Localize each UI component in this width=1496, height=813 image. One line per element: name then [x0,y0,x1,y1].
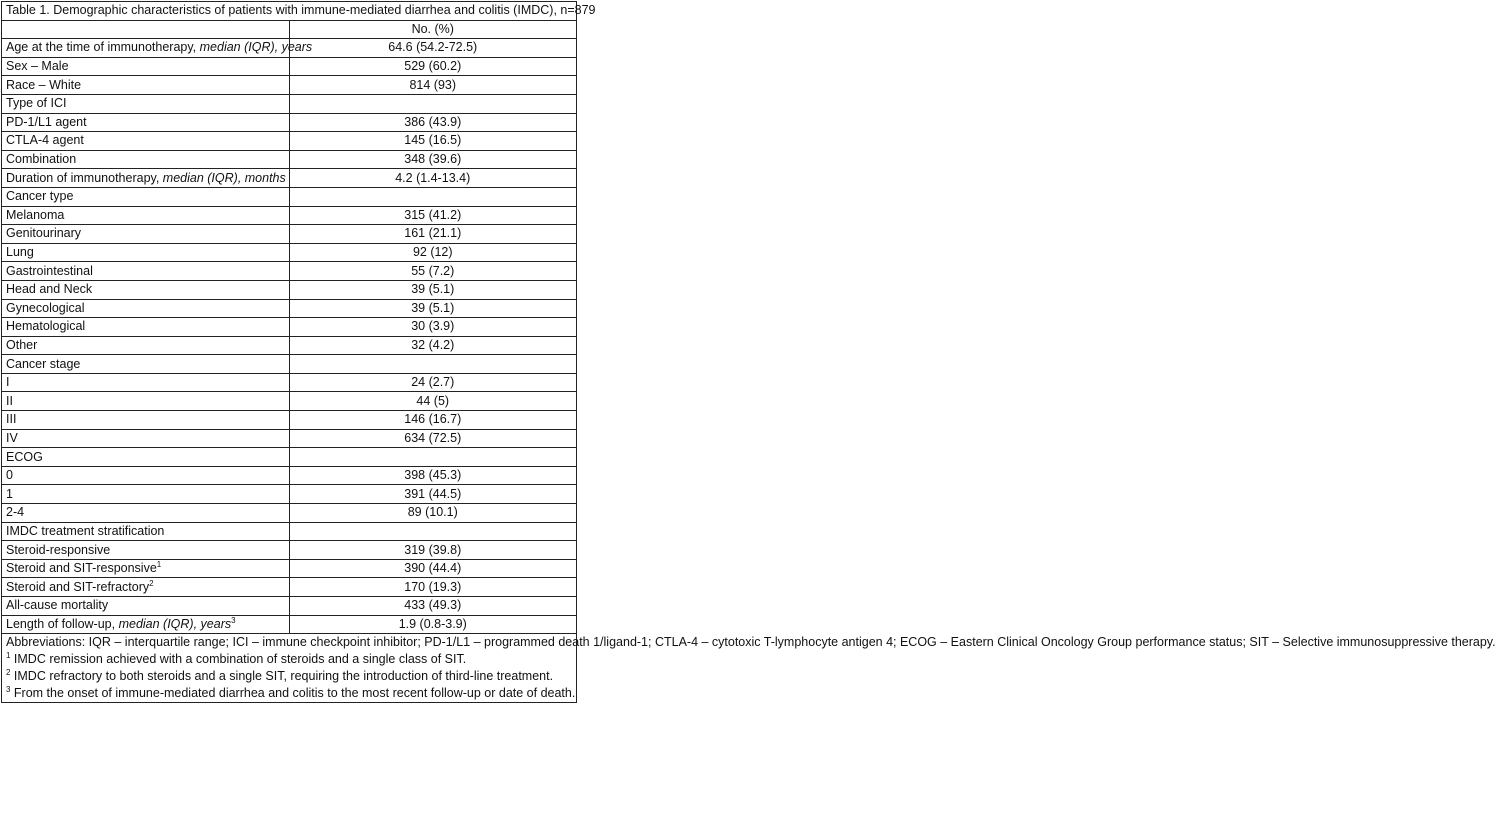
table-row [2,318,577,337]
row-label [2,113,290,132]
table-row [2,225,577,244]
row-value: 161 (21.1) [289,225,577,244]
row-label-text: Combination [6,152,77,167]
row-label-text: Cancer stage [6,356,81,371]
table-row [2,392,577,411]
row-label [2,485,290,504]
row-label [2,169,290,188]
row-value: 529 (60.2) [289,57,577,76]
table-row [2,243,577,262]
abbreviations-note: Abbreviations: IQR – interquartile range; ICI – immune checkpoint inhibitor; PD-1/L1 – programmed death 1/ligand-1; CTLA-4 – cytotoxic T-lymphocyte antigen 4; ECOG – Eastern Clinical Oncology Group performance status; SIT – Selective immunosuppressive therapy. [6,635,1496,650]
row-value: 32 (4.2) [289,336,577,355]
row-label [2,225,290,244]
row-value: 64.6 (54.2-72.5) [289,39,577,58]
row-value: 814 (93) [289,76,577,95]
row-label-text: Race – White [6,77,82,92]
table-footer [2,634,1496,703]
table-row [2,150,577,169]
table-row [2,373,577,392]
footnote-mark: 1 [156,559,162,569]
row-label-text: Melanoma [6,207,65,222]
row-value: 391 (44.5) [289,485,577,504]
table-row [2,132,577,151]
table-row [2,355,577,374]
table-row [2,559,577,578]
row-label [2,187,290,206]
table-row [2,504,577,523]
row-label [2,94,290,113]
footnotes-cell [2,634,1496,703]
row-value: 634 (72.5) [289,429,577,448]
table-caption: Table 1. Demographic characteristics of patients with immune-mediated diarrhea and colitis (IMDC), n=879 [2,2,577,21]
row-label-text: I [6,375,10,390]
row-label [2,615,290,634]
row-label [2,243,290,262]
row-label [2,559,290,578]
row-label [2,336,290,355]
row-value: 24 (2.7) [289,373,577,392]
row-label-text: III [6,412,17,427]
row-label [2,150,290,169]
row-label-text: Length of follow-up, [6,616,119,631]
row-label-text: Gynecological [6,300,85,315]
header-value-cell: No. (%) [289,20,577,39]
row-label-text: IMDC treatment stratification [6,523,165,538]
row-label-text: Age at the time of immunotherapy, [6,40,200,55]
footnote-1 [6,651,572,668]
table-row [2,39,577,58]
row-label-text: Lung [6,245,34,260]
row-value [289,522,577,541]
row-label [2,448,290,467]
row-value: 146 (16.7) [289,411,577,430]
row-label-text: CTLA-4 agent [6,133,84,148]
row-label-text: 1 [6,486,13,501]
row-value: 39 (5.1) [289,280,577,299]
row-value [289,94,577,113]
table-row [2,336,577,355]
row-value: 390 (44.4) [289,559,577,578]
row-value: 433 (49.3) [289,597,577,616]
row-value [289,448,577,467]
row-value: 319 (39.8) [289,541,577,560]
footnote-2 [6,668,572,685]
table-row [2,597,577,616]
table-row [2,448,577,467]
row-value: 30 (3.9) [289,318,577,337]
table-row [2,411,577,430]
row-label [2,392,290,411]
row-label-text: Steroid and SIT-responsive [6,561,157,576]
row-label [2,373,290,392]
caption-row [2,2,577,21]
footnote-1-text: IMDC remission achieved with a combination of steroids and a single class of SIT. [10,652,467,667]
row-value: 386 (43.9) [289,113,577,132]
row-label-text: Genitourinary [6,226,82,241]
table-row [2,57,577,76]
row-label-text: Other [6,337,38,352]
row-label [2,280,290,299]
row-label [2,39,313,58]
table-row [2,299,577,318]
row-label-italic: median (IQR), years [199,40,313,55]
table-row [2,485,577,504]
row-label-text: II [6,393,13,408]
demographics-table [1,1,1496,703]
row-label [2,504,290,523]
row-label-italic: median (IQR), months [162,170,286,185]
table-row [2,169,577,188]
row-label [2,206,290,225]
row-label-text: Type of ICI [6,96,67,111]
table-row [2,522,577,541]
row-label-text: Hematological [6,319,86,334]
row-value: 44 (5) [289,392,577,411]
footnote-3 [6,685,576,702]
row-label-italic: median (IQR), years [118,616,232,631]
table-row [2,262,577,281]
row-value: 1.9 (0.8-3.9) [289,615,577,634]
row-label [2,597,290,616]
row-label-text: IV [6,430,18,445]
footnote-3-mark: 3 [6,685,11,695]
row-label [2,578,290,597]
table-row [2,94,577,113]
table-row [2,541,577,560]
footnote-1-mark: 1 [6,651,11,661]
row-label [2,522,290,541]
row-value: 170 (19.3) [289,578,577,597]
row-label-text: PD-1/L1 agent [6,114,87,129]
row-label-text: Cancer type [6,189,74,204]
table-row [2,466,577,485]
row-value [289,187,577,206]
row-label [2,132,290,151]
row-value: 39 (5.1) [289,299,577,318]
row-label [2,76,290,95]
row-value: 348 (39.6) [289,150,577,169]
header-row [2,20,577,39]
row-label-text: All-cause mortality [6,598,109,613]
row-label-text: 2-4 [6,505,25,520]
table-row [2,578,577,597]
row-value: 4.2 (1.4-13.4) [289,169,577,188]
table-row [2,187,577,206]
table-body [2,2,596,634]
row-label-text: Gastrointestinal [6,263,93,278]
footnote-3-text: From the onset of immune-mediated diarrhea and colitis to the most recent follow-up or date of death. [10,686,576,701]
row-label [2,466,290,485]
row-label [2,318,290,337]
row-label [2,429,290,448]
row-label-text: 0 [6,468,13,483]
row-value [289,355,577,374]
row-label [2,262,290,281]
table-row [2,280,577,299]
row-value: 145 (16.5) [289,132,577,151]
footnote-row [2,634,577,703]
footnote-2-mark: 2 [6,668,11,678]
row-value: 92 (12) [289,243,577,262]
row-label [2,57,290,76]
row-label-text: Sex – Male [6,59,69,74]
row-label [2,541,290,560]
table-row [2,76,577,95]
table-row [2,429,577,448]
row-label-text: Steroid-responsive [6,542,111,557]
row-label-text: Duration of immunotherapy, [6,170,163,185]
row-value: 398 (45.3) [289,466,577,485]
row-value: 89 (10.1) [289,504,577,523]
table-row [2,615,577,634]
row-label-text: Head and Neck [6,282,93,297]
table-row [2,113,577,132]
row-label-text: ECOG [6,449,43,464]
row-label [2,411,290,430]
footnote-mark: 3 [231,615,236,625]
header-label-cell [2,20,290,39]
footnote-2-text: IMDC refractory to both steroids and a single SIT, requiring the introduction of third-line treatment. [10,669,554,684]
row-value: 55 (7.2) [289,262,577,281]
row-label-text: Steroid and SIT-refractory [6,579,150,594]
footnote-mark: 2 [149,578,154,588]
row-label [2,299,290,318]
row-label [2,355,290,374]
table-row [2,206,577,225]
row-value: 315 (41.2) [289,206,577,225]
